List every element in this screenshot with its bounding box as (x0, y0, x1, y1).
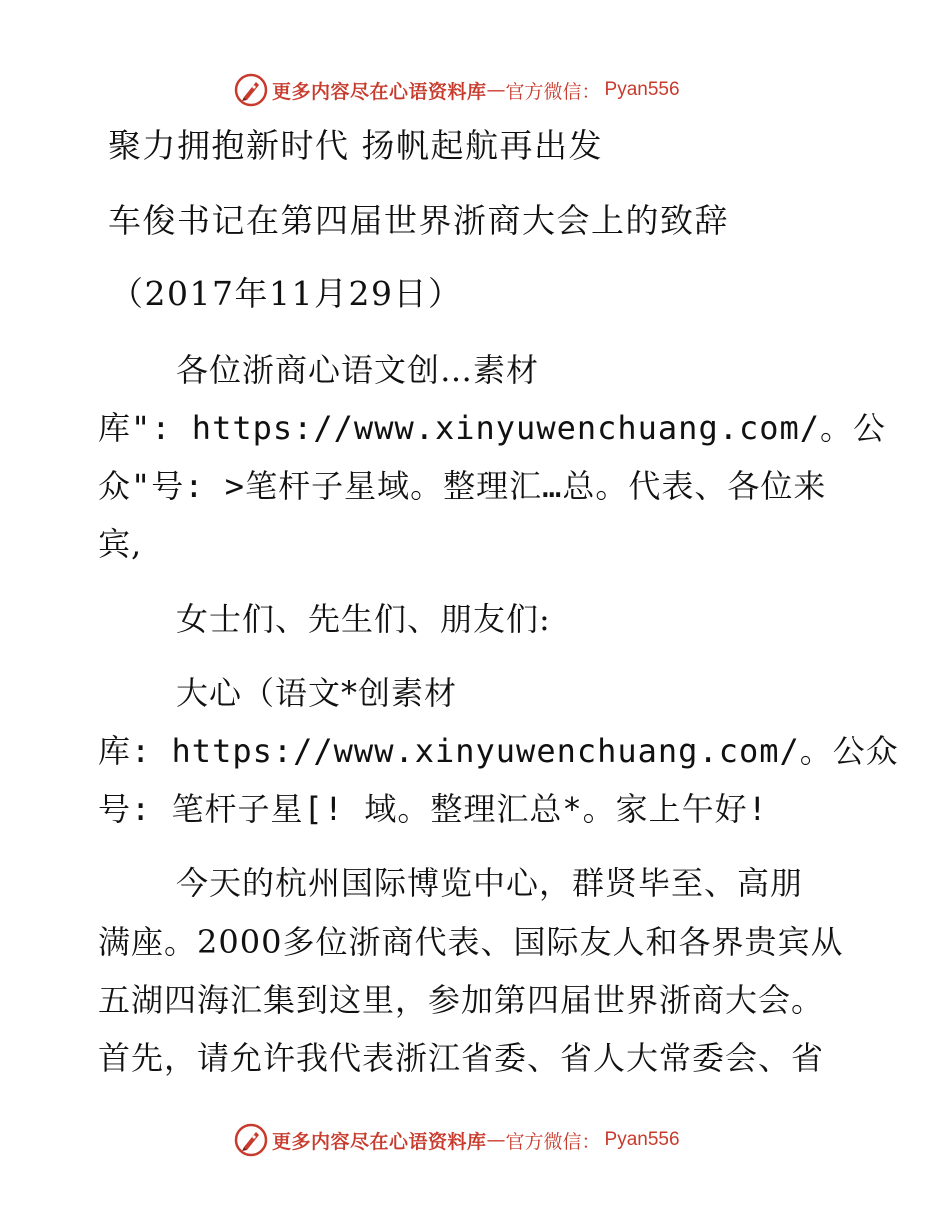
watermark-wechat-label: 官方微信： (505, 80, 601, 103)
watermark-separator: — (486, 1129, 506, 1151)
watermark-wechat-id: Pyan556 (604, 1129, 680, 1150)
paragraph-line: 库: https://www.xinyuwenchuang.com/。公众 (98, 732, 899, 770)
paragraph-line: 今天的杭州国际博览中心，群贤毕至、高朋 (176, 864, 804, 902)
watermark-wechat-id: Pyan556 (604, 79, 680, 100)
watermark-text: 更多内容尽在心语资料库 (272, 80, 487, 103)
paragraph-line: 五湖四海汇集到这里，参加第四届世界浙商大会。 (98, 981, 825, 1019)
paragraph-line: 满座。2000多位浙商代表、国际友人和各界贵宾从 (98, 923, 844, 961)
paragraph-line: 首先，请允许我代表浙江省委、省人大常委会、省 (98, 1039, 825, 1077)
paragraph-line: 众"号: >笔杆子星域。整理汇…总。代表、各位来 (98, 467, 827, 505)
paragraph-line: 库": https://www.xinyuwenchuang.com/。公 (98, 409, 887, 447)
document-date: （2017年11月29日） (110, 274, 463, 313)
watermark-wechat-label: 官方微信： (505, 1130, 601, 1153)
fountain-pen-logo-icon (234, 1123, 268, 1157)
watermark-text: 更多内容尽在心语资料库 (272, 1130, 487, 1153)
paragraph-line: 各位浙商心语文创…素材 (176, 351, 540, 389)
header-watermark (234, 70, 680, 110)
footer-watermark (234, 1120, 680, 1160)
fountain-pen-logo-icon (234, 73, 268, 107)
document-title: 聚力拥抱新时代 扬帆起航再出发 (108, 126, 603, 165)
paragraph-line: 宾, (98, 525, 143, 563)
document-subtitle: 车俊书记在第四届世界浙商大会上的致辞 (108, 201, 729, 240)
watermark-separator: — (486, 79, 506, 101)
paragraph-line: 大心（语文*创素材 (176, 674, 458, 712)
paragraph-line: 女士们、先生们、朋友们: (176, 600, 551, 638)
paragraph-line: 号: 笔杆子星[! 域。整理汇总*。家上午好! (98, 790, 768, 828)
